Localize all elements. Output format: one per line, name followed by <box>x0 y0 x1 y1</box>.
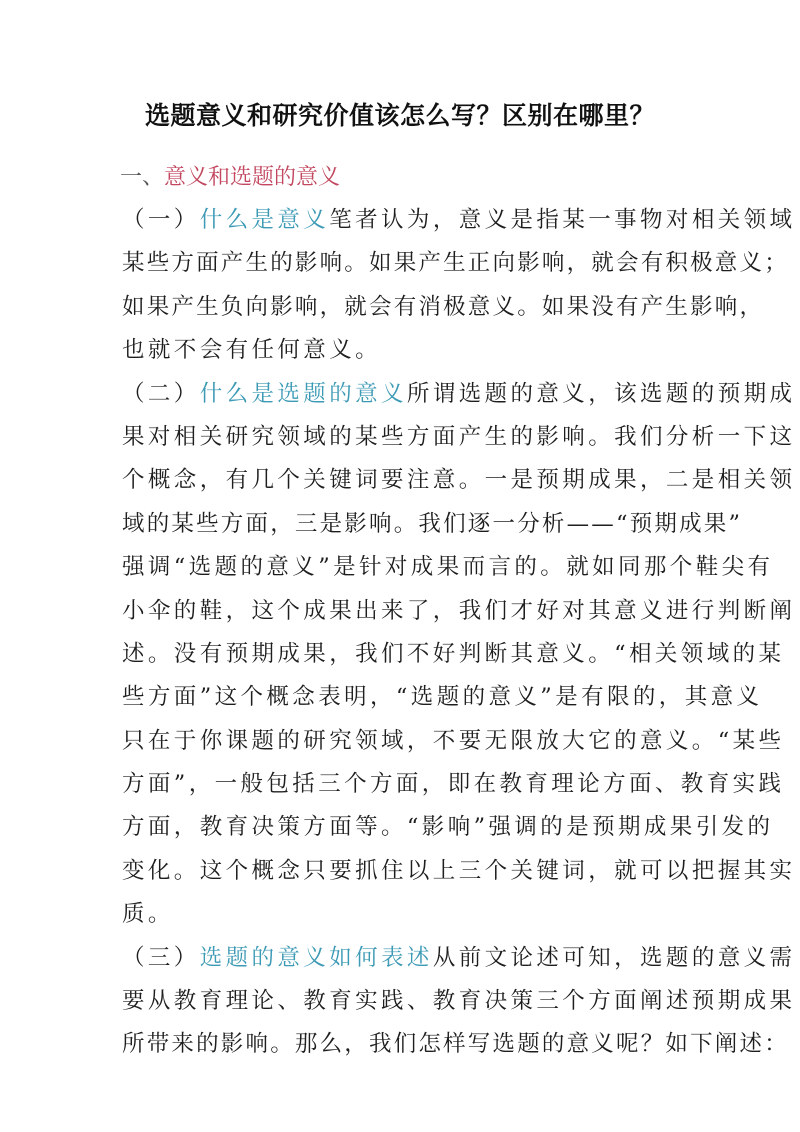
paragraph-2-line-6: 小伞的鞋，这个成果出来了，我们才好对其意义进行判断阐 <box>122 597 796 624</box>
paragraph-2-line-2: 果对相关研究领域的某些方面产生的影响。我们分析一下这 <box>122 423 796 450</box>
paragraph-subtitle: 什么是选题的意义 <box>199 380 407 407</box>
paragraph-3-line-3: 所带来的影响。那么，我们怎样写选题的意义呢？如下阐述： <box>122 1031 789 1058</box>
section-heading-text: 意义和选题的意义 <box>164 165 341 190</box>
paragraph-1-line-4: 也就不会有任何意义。 <box>122 337 382 364</box>
paragraph-1-line-1 <box>122 199 796 242</box>
paragraph-3-line-1 <box>122 937 796 980</box>
paragraph-2-line-3: 个概念，有几个关键词要注意。一是预期成果，二是相关领 <box>122 467 796 494</box>
paragraph-marker: （一） <box>122 207 200 233</box>
paragraph-1-line-3: 如果产生负向影响，就会有消极意义。如果没有产生影响， <box>122 293 765 320</box>
paragraph-3-line-2: 要从教育理论、教育实践、教育决策三个方面阐述预期成果 <box>122 988 796 1015</box>
paragraph-marker: （二） <box>122 380 200 407</box>
paragraph-2-line-11: 方面，教育决策方面等。“影响”强调的是预期成果引发的 <box>122 814 774 841</box>
paragraph-text: 所谓选题的意义，该选题的预期成 <box>406 380 796 407</box>
paragraph-2-line-9: 只在于你课题的研究领域，不要无限放大它的意义。“某些 <box>122 727 785 754</box>
paragraph-2-line-1 <box>122 373 796 416</box>
paragraph-text: 从前文论述可知，选题的意义需 <box>432 944 796 971</box>
paragraph-2-line-8: 些方面”这个概念表明，“选题的意义”是有限的，其意义 <box>122 684 763 711</box>
document-body <box>122 199 796 1067</box>
section-heading-1 <box>120 160 340 191</box>
paragraph-2-line-4: 域的某些方面，三是影响。我们逐一分析——“预期成果” <box>122 510 743 537</box>
paragraph-1-line-2: 某些方面产生的影响。如果产生正向影响，就会有积极意义； <box>122 250 789 277</box>
paragraph-2-line-12: 变化。这个概念只要抓住以上三个关键词，就可以把握其实 <box>122 857 796 884</box>
paragraph-marker: （三） <box>122 944 200 971</box>
paragraph-subtitle: 什么是意义 <box>199 207 330 233</box>
paragraph-subtitle: 选题的意义如何表述 <box>199 944 433 971</box>
paragraph-2-line-7: 述。没有预期成果，我们不好判断其意义。“相关领域的某 <box>122 640 785 667</box>
paragraph-text: 笔者认为，意义是指某一事物对相关领域 <box>329 207 796 233</box>
paragraph-2-line-10: 方面”，一般包括三个方面，即在教育理论方面、教育实践 <box>122 771 785 798</box>
paragraph-2-line-5: 强调“选题的意义”是针对成果而言的。就如同那个鞋尖有 <box>122 554 774 581</box>
document-title: 选题意义和研究价值该怎么写？区别在哪里？ <box>144 101 655 130</box>
paragraph-2-line-13: 质。 <box>122 901 174 928</box>
section-number: 一、 <box>120 165 165 190</box>
